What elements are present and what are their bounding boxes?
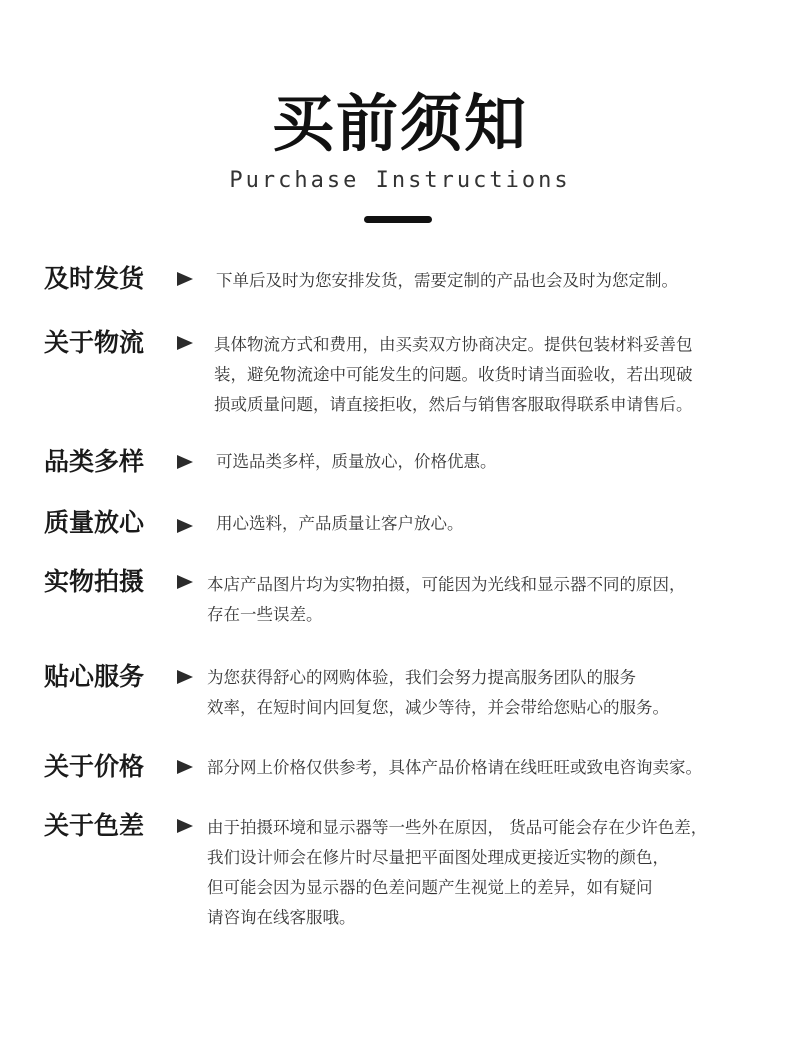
page-title: 买前须知 <box>271 87 528 160</box>
triangle-right-icon <box>177 336 193 350</box>
item-description: 由于拍摄环境和显示器等一些外在原因， 货品可能会存在少许色差， 我们设计师会在修片时尽量把平面图处理成更接近实物的颜色， 但可能会因为显示器的色差问题产生视觉上的差异，如有疑问 请咨询在线客服哦。 <box>207 818 708 927</box>
triangle-right-icon <box>177 455 193 469</box>
item-label: 实物拍摄 <box>44 567 145 596</box>
item-label: 关于色差 <box>44 811 145 840</box>
triangle-right-icon <box>177 519 193 533</box>
item-label: 关于价格 <box>44 752 145 781</box>
item-description: 部分网上价格仅供参考，具体产品价格请在线旺旺或致电咨询卖家。 <box>207 758 702 777</box>
item-label: 及时发货 <box>44 264 145 293</box>
triangle-right-icon <box>177 670 193 684</box>
item-label: 关于物流 <box>44 328 145 357</box>
title-divider <box>364 216 432 223</box>
item-description: 下单后及时为您安排发货，需要定制的产品也会及时为您定制。 <box>216 271 678 290</box>
triangle-right-icon <box>177 272 193 286</box>
item-description: 用心选料，产品质量让客户放心。 <box>216 514 464 533</box>
triangle-right-icon <box>177 819 193 833</box>
page-subtitle: Purchase Instructions <box>229 168 571 193</box>
item-description: 具体物流方式和费用，由买卖双方协商决定。提供包装材料妥善包 装，避免物流途中可能发生的问题。收货时请当面验收，若出现破 损或质量问题，请直接拒收，然后与销售客服取得联系申请售后。 <box>214 335 693 414</box>
triangle-right-icon <box>177 760 193 774</box>
item-description: 可选品类多样，质量放心，价格优惠。 <box>216 452 497 471</box>
item-label: 品类多样 <box>44 447 145 476</box>
item-label: 质量放心 <box>44 508 145 537</box>
item-label: 贴心服务 <box>44 662 145 691</box>
item-description: 本店产品图片均为实物拍摄，可能因为光线和显示器不同的原因， 存在一些误差。 <box>207 575 686 624</box>
triangle-right-icon <box>177 575 193 589</box>
item-description: 为您获得舒心的网购体验，我们会努力提高服务团队的服务 效率，在短时间内回复您，减少等待，并会带给您贴心的服务。 <box>207 668 669 717</box>
